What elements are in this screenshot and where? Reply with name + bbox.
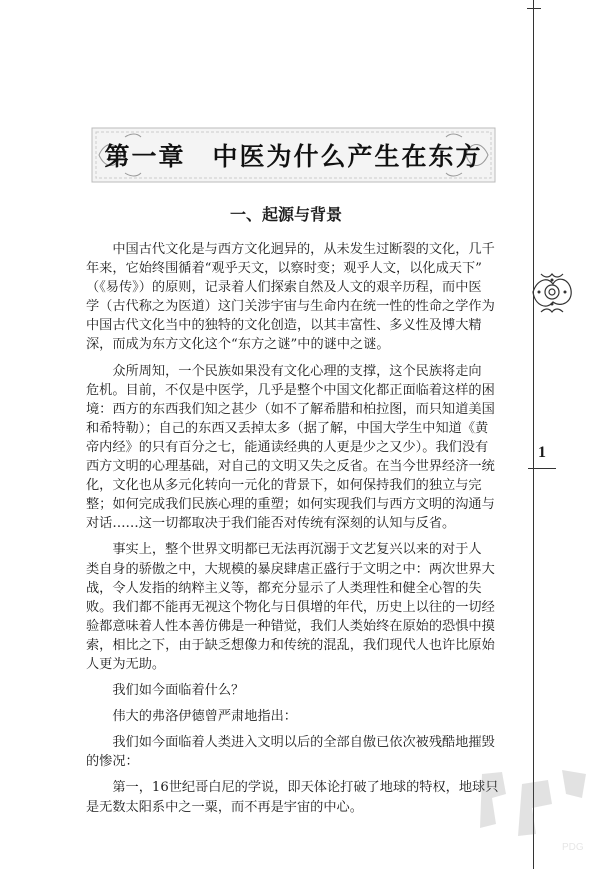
text-line: 是无数太阳系中之一粟，而不再是宇宙的中心。	[86, 799, 363, 815]
page-frame-rule	[533, 0, 534, 869]
chapter-banner	[91, 127, 496, 183]
text-line: 和希特勒）；自己的东西又丢掉太多（据了解，中国大学生中知道《黄	[86, 420, 489, 436]
text-line: 伟大的弗洛伊德曾严肃地指出：	[86, 709, 297, 725]
seal-icon	[462, 764, 600, 854]
watermark-text: PDG	[562, 842, 584, 853]
text-line: 的惨况：	[86, 754, 139, 770]
text-line: 人更为无助。	[86, 656, 166, 672]
text-line: 西方文明的心理基础，对自己的文明又失之反省。在当今世界经济一统	[86, 459, 495, 475]
library-seal-watermark	[462, 764, 600, 854]
text-line: 败。我们都不能再无视这个物化与日俱增的年代，历史上以往的一切经	[86, 599, 495, 615]
text-line: 中国古代文化是与西方文化迥异的，从未发生过断裂的文化，几千	[86, 242, 495, 257]
section-heading: 一、起源与背景	[230, 205, 343, 224]
chapter-title: 第一章 中医为什么产生在东方	[104, 142, 483, 171]
text-line: 化，文化也从多元化转向一元化的背景下，如何保持我们的独立与完	[86, 478, 482, 494]
text-line: 深，而成为东方文化这个“东方之谜”中的谜中之谜。	[86, 337, 390, 353]
text-line: 索，相比之下，由于缺乏想像力和传统的混乱，我们现代人也许比原始	[86, 637, 495, 653]
text-line: （《易传》）的原则，记录着人们探索自然及人文的艰辛历程，而中医	[86, 280, 482, 296]
text-line: 第一，16世纪哥白尼的学说，即天体论打破了地球的特权，地球只	[86, 780, 499, 796]
paragraph-gap	[86, 700, 516, 707]
text-line: 我们如今面临着人类进入文明以后的全部自傲已依次被残酷地摧毁	[86, 735, 495, 751]
text-line: 中国古代文化当中的独特的文化创造，以其丰富性、多义性及博大精	[86, 318, 482, 334]
text-line: 境：西方的东西我们知之甚少（如不了解希腊和柏拉图，而只知道美国	[86, 401, 495, 417]
text-line: 验都意味着人性本善仿佛是一种错觉，我们人类始终在原始的恐惧中摸	[86, 618, 495, 634]
text-line: 对话……这一切都取决于我们能否对传统有深刻的认知与反省。	[86, 516, 456, 532]
paragraph-gap	[86, 726, 516, 733]
text-line: 战，令人发指的纳粹主义等，都充分显示了人类理性和健全心智的失	[86, 580, 482, 596]
text-line: 众所周知，一个民族如果没有文化心理的支撑，这个民族将走向	[86, 363, 482, 379]
text-line: 危机。目前，不仅是中医学，几乎是整个中国文化都正面临着这样的困	[86, 382, 495, 398]
text-line: 我们如今面临着什么？	[86, 683, 245, 699]
text-line: 年来，它始终围循着“观乎天文，以察时变；观乎人文，以化成天下”	[86, 261, 482, 277]
paragraph-gap	[86, 674, 516, 681]
paragraph-gap	[86, 771, 516, 778]
frame-top-tick	[527, 8, 541, 9]
body-text	[86, 240, 516, 817]
page-number: 1	[538, 444, 546, 461]
text-line: 事实上，整个世界文明都已无法再沉溺于文艺复兴以来的对于人	[86, 542, 482, 558]
paragraph-gap	[86, 533, 516, 540]
paragraph-gap	[86, 355, 516, 362]
text-line: 学（古代称之为医道）这门关涉宇宙与生命内在统一性的性命之学作为	[86, 299, 495, 315]
text-line: 整；如何完成我们民族心理的重塑；如何实现我们与西方文明的沟通与	[86, 497, 495, 513]
floral-ornament-icon	[527, 262, 577, 322]
page-number-rule	[528, 468, 556, 469]
text-line: 类自身的骄傲之中，大规模的暴戾肆虐正盛行于文明之中：两次世界大	[86, 561, 495, 577]
text-line: 帝内经》的只有百分之七，能通读经典的人更是少之又少）。我们没有	[86, 439, 489, 455]
